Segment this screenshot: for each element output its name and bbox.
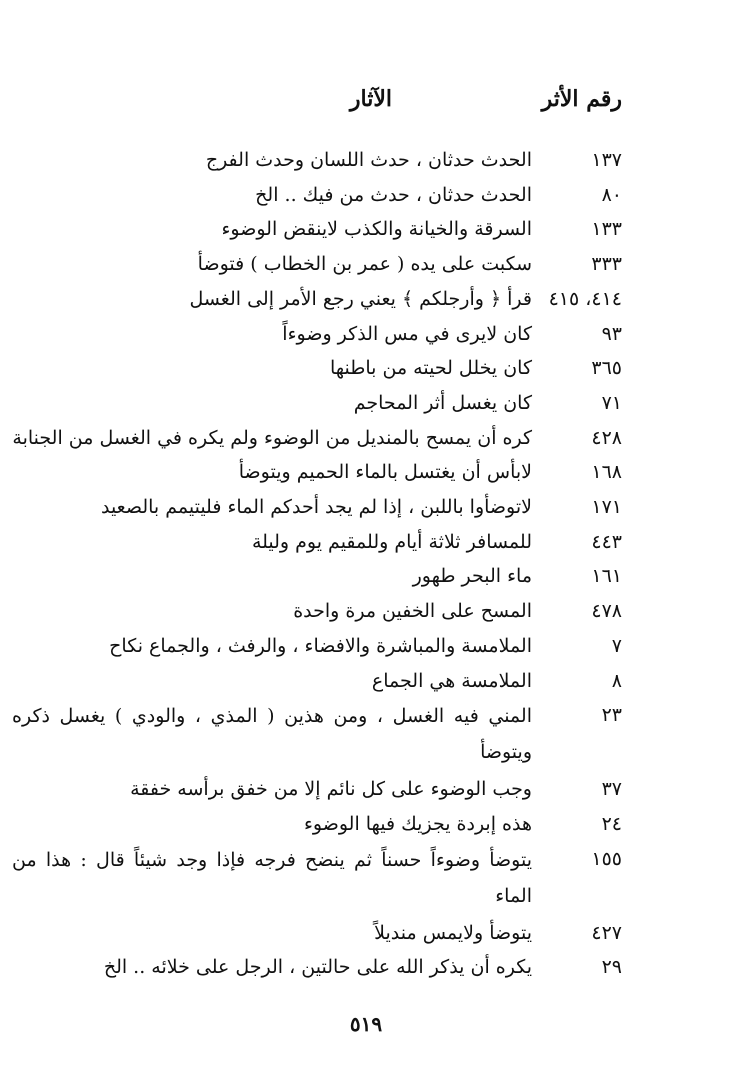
list-item [12,629,622,664]
table-header [102,86,622,120]
list-item [12,421,622,456]
athar-number: ٣٣٣ [591,253,622,276]
list-item [12,282,622,317]
list-item [12,950,622,985]
list-item [12,351,622,386]
list-item [12,594,622,629]
athar-number: ٨٠ [601,183,622,206]
list-item [12,490,622,525]
athar-number: ١٧١ [591,496,622,519]
list-item [12,525,622,560]
athar-number: ١٣٧ [591,149,622,171]
athar-index-list [12,143,622,985]
athar-number: ٤٢٧ [591,921,622,944]
athar-number: ١٥٥ [591,847,622,870]
header-title-column: الآثار [349,86,392,112]
athar-number: ٢٩ [601,956,622,979]
athar-text: وجب الوضوء على كل نائم إلا من خفق برأسه خفقة [130,778,532,801]
athar-number: ١٣٣ [591,218,622,241]
athar-number: ٧ [611,634,622,657]
athar-number: ٤٢٨ [591,426,622,449]
athar-text: يكره أن يذكر الله على حالتين ، الرجل على خلائه .. الخ [103,956,532,979]
athar-text: كره أن يمسح بالمنديل من الوضوء ولم يكره في الغسل من الجنابة [12,426,532,449]
athar-text: كان يغسل أثر المحاجم [353,391,532,414]
athar-number: ٨ [611,669,622,692]
athar-text: هذه إبردة يجزيك فيها الوضوء [303,812,532,835]
athar-text: المني فيه الغسل ، ومن هذين ( المذي ، والودي ) يغسل ذكره ويتوضأ [12,705,532,764]
list-item [12,212,622,247]
athar-text: سكبت على يده ( عمر بن الخطاب ) فتوضأ [197,253,532,276]
athar-text: لاتوضأوا باللبن ، إذا لم يجد أحدكم الماء فليتيمم بالصعيد [100,496,532,519]
athar-number: ٧١ [601,391,622,414]
athar-text: الحدث حدثان ، حدث اللسان وحدث الفرج [205,149,532,171]
athar-number: ٣٦٥ [591,357,622,380]
page-number: ٥١٩ [349,1012,383,1036]
athar-text: المسح على الخفين مرة واحدة [293,600,532,623]
athar-number: ٤١٤، ٤١٥ [548,287,622,310]
athar-text: السرقة والخيانة والكذب لاينقض الوضوء [221,218,532,241]
athar-number: ٤٧٨ [591,600,622,623]
athar-text: يتوضأ ولايمس منديلاً [374,921,532,944]
athar-text: لابأس أن يغتسل بالماء الحميم ويتوضأ [238,461,532,484]
athar-number: ١٦١ [591,565,622,588]
athar-number: ٣٧ [601,778,622,801]
athar-text: الملامسة هي الجماع [371,669,532,692]
list-item [12,178,622,213]
list-item [12,916,622,951]
list-item [12,247,622,282]
list-item [12,455,622,490]
athar-number: ٢٤ [601,812,622,835]
list-item [12,772,622,807]
athar-text: الملامسة والمباشرة والافضاء ، والرفث ، والجماع نكاح [109,634,532,657]
athar-text: ماء البحر طهور [412,565,532,588]
list-item [12,317,622,352]
athar-text: قرأ ﴿ وأرجلكم ﴾ يعني رجع الأمر إلى الغسل [189,287,532,310]
athar-number: ١٦٨ [591,461,622,484]
athar-text: للمسافر ثلاثة أيام وللمقيم يوم وليلة [251,530,532,553]
list-item [12,842,622,914]
list-item [12,664,622,699]
list-item [12,143,622,178]
athar-text: كان يخلل لحيته من باطنها [329,357,532,380]
athar-number: ٩٣ [601,322,622,345]
athar-number: ٤٤٣ [591,530,622,553]
athar-text: كان لايرى في مس الذكر وضوءاً [282,322,532,345]
athar-text: يتوضأ وضوءاً حسناً ثم ينضح فرجه فإذا وجد شيئاً قال : هذا من الماء [12,848,532,907]
header-number-column: رقم الأثر [541,86,622,112]
list-item [12,386,622,421]
athar-number: ٢٣ [601,704,622,727]
list-item [12,559,622,594]
list-item [12,807,622,842]
athar-text: الحدث حدثان ، حدث من فيك .. الخ [255,183,532,206]
list-item [12,698,622,770]
